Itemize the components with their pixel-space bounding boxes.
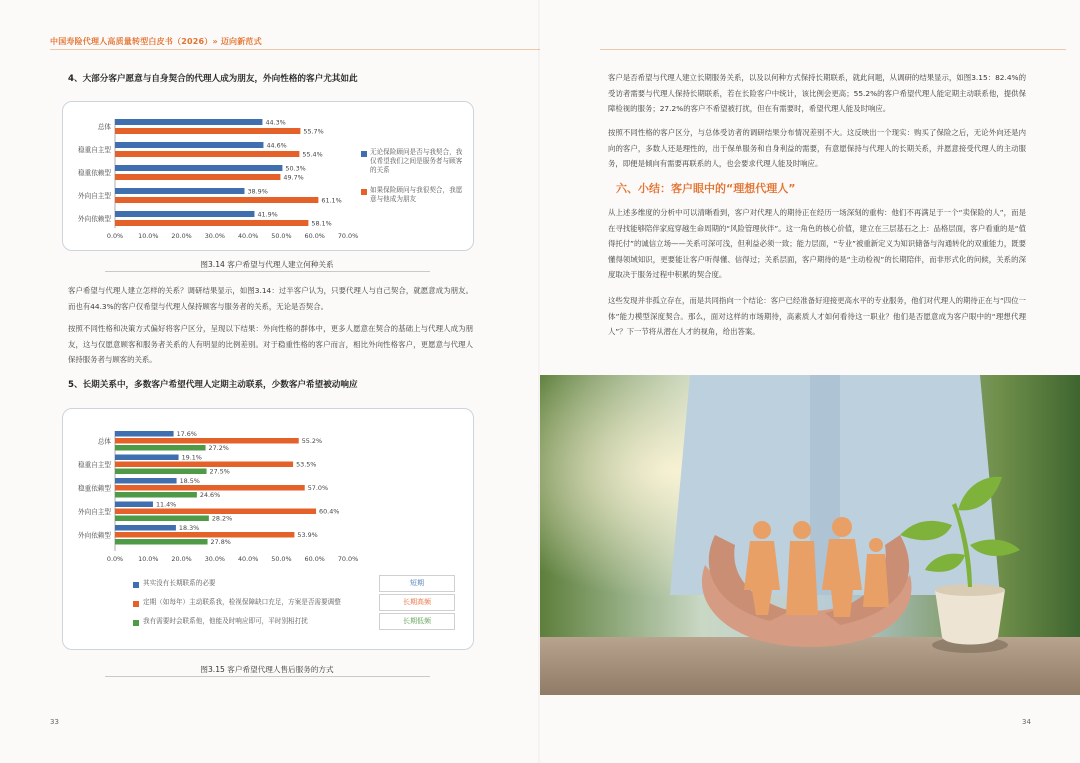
running-header: 中国寿险代理人高质量转型白皮书（2026）» 迈向新范式	[50, 37, 262, 46]
data-label: 27.8%	[210, 538, 231, 546]
x-tick-label: 30.0%	[204, 232, 226, 240]
bar	[115, 174, 280, 180]
data-label: 11.4%	[155, 500, 177, 509]
category-label: 外向自主型	[78, 507, 111, 516]
section-5-heading: 5、长期关系中，多数客户希望代理人定期主动联系，少数客户希望被动响应	[68, 380, 358, 390]
x-tick-label: 60.0%	[304, 232, 325, 240]
bar	[115, 485, 305, 491]
legend-swatch-high-freq	[133, 601, 139, 607]
category-label: 稳重自主型	[78, 146, 111, 154]
data-label: 53.5%	[296, 460, 317, 469]
bar	[115, 509, 316, 515]
category-label: 稳重依赖型	[78, 484, 111, 493]
right-page	[540, 0, 1080, 763]
data-label: 27.5%	[209, 467, 230, 476]
figure-caption-3-15: 图3.15 客户希望代理人售后服务的方式	[200, 665, 334, 674]
data-label: 41.9%	[257, 210, 278, 219]
bar	[115, 197, 318, 203]
x-tick-label: 0.0%	[106, 555, 124, 563]
data-label: 18.5%	[179, 477, 200, 485]
tag-short-term: 短期	[379, 575, 455, 592]
category-label: 总体	[97, 123, 111, 131]
x-tick-label: 40.0%	[237, 232, 259, 240]
caption-rule	[105, 271, 430, 272]
bar	[115, 128, 300, 134]
header-rule-right	[600, 49, 1066, 50]
page-number-left: 33	[50, 718, 59, 726]
paragraph-conclusion: 这些发现并非孤立存在，而是共同指向一个结论：客户已经准备好迎接更高水平的专业服务，他们对代理人的期待正在与“四位一体”能力模型深度契合。那么，面对这样的市场期待，高素质人才如何看待这一职业？他们是否愿意成为客户眼中的“理想代理人”？下一节将从潜在人才的视角，给出答案。	[608, 296, 1026, 336]
chart-3-15-frame	[62, 408, 474, 650]
bar	[115, 431, 174, 437]
data-label: 57.0%	[307, 484, 329, 492]
bar	[115, 142, 263, 148]
category-label: 稳重依赖型	[78, 169, 111, 177]
x-tick-label: 40.0%	[237, 555, 259, 563]
caption-rule	[105, 676, 430, 677]
bar	[115, 151, 299, 157]
legend-item-friend: 如果保险顾问与我很契合，我愿意与他成为朋友	[370, 186, 463, 203]
paragraph-relationship: 客户希望与代理人建立怎样的关系？调研结果显示，如图3.14：过半客户认为，只要代理人与自己契合，就愿意成为朋友。而也有44.3%的客户仅希望与代理人保持顾客与服务者的关系，无论是否契合。	[68, 286, 473, 311]
chart-3-15	[63, 419, 363, 579]
header-rule	[50, 49, 540, 50]
bar	[115, 211, 254, 217]
data-label: 49.7%	[283, 173, 304, 182]
legend-item-regular-contact: 定期（如每年）主动联系我，检视保障缺口充足，方案是否需要调整	[143, 598, 341, 606]
legend-swatch-short	[133, 582, 139, 588]
bar	[115, 165, 282, 171]
x-tick-label: 60.0%	[304, 555, 325, 563]
legend-item-client-relation: 无论保险顾问是否与我契合，我仅希望我们之间是服务者与顾客的关系	[370, 148, 463, 174]
bar	[115, 462, 293, 468]
bar	[115, 532, 294, 538]
data-label: 60.4%	[319, 507, 340, 516]
data-label: 58.1%	[311, 219, 332, 228]
bar	[115, 516, 209, 522]
legend-item-on-demand: 我有需要时会联系他，他能及时响应即可，平时别相打扰	[143, 617, 308, 625]
paragraph-long-term: 客户是否希望与代理人建立长期服务关系，以及以何种方式保持长期联系，就此问题，从调研的结果显示，如图3.15：82.4%的受访者需要与代理人保持长期联系，若在长险客户中统计，该比例会更高；55.2%的客户希望代理人能定期主动联系他，提供保障检视的服务；27.2%的客户不希望被打扰，但在有需要时，希望代理人能及时响应。	[608, 73, 1026, 113]
bar	[115, 525, 176, 531]
data-label: 28.2%	[211, 514, 233, 523]
data-label: 18.3%	[178, 524, 200, 532]
legend-swatch-blue	[361, 151, 367, 157]
bar	[115, 220, 308, 226]
bar	[115, 492, 197, 498]
data-label: 17.6%	[176, 430, 197, 438]
category-label: 外向依赖型	[78, 215, 111, 223]
legend-swatch-low-freq	[133, 620, 139, 626]
data-label: 55.4%	[302, 150, 323, 159]
data-label: 55.7%	[303, 127, 324, 136]
x-tick-label: 0.0%	[106, 232, 124, 240]
page-number-right: 34	[1022, 718, 1031, 726]
data-label: 50.3%	[285, 164, 306, 173]
bar	[115, 455, 179, 461]
chart-3-14	[63, 102, 363, 250]
bar	[115, 119, 262, 125]
paragraph-ideal-agent: 从上述多维度的分析中可以清晰看到，客户对代理人的期待正在经历一场深刻的重构：他们不再满足于一个“卖保险的人”，而是在寻找能够陪伴家庭穿越生命周期的“风险管理伙伴”。这一角色的核心价值，建立在三层基石之上：品格层面，客户看重的是“值得托付”的诚信立场——关系可深可浅，但利益必须一致；能力层面，“专业”被重新定义为知识储备与沟通转化的双重能力，既要懂得领域知识，更要能让客户听得懂、信得过；关系层面，客户期待的是“主动检视”的长期陪伴，而非形式化的问候，关系的深度取决于服务过程中积累的契合度。	[608, 208, 1026, 279]
bar	[115, 502, 153, 508]
legend-item-no-contact: 其实没有长期联系的必要	[143, 579, 216, 587]
legend-swatch-orange	[361, 189, 367, 195]
section-4-heading: 4、大部分客户愿意与自身契合的代理人成为朋友，外向性格的客户尤其如此	[68, 74, 358, 84]
bar	[115, 188, 244, 194]
bar	[115, 478, 177, 484]
bar	[115, 469, 207, 475]
tag-long-low: 长期低频	[379, 613, 455, 630]
category-label: 外向自主型	[78, 192, 111, 200]
chart-3-14-frame	[62, 101, 474, 251]
paragraph-personality-right: 按照不同性格的客户区分，与总体受访者的调研结果分布情况差别不大。这反映出一个现实：购买了保险之后，无论外向还是内向的客户，多数人还是理性的，出于保单服务和自身利益的需要，有意愿保持与代理人的长期关系，并愿意接受代理人的主动服务，即便是倾向有需要再联系的人，也会要求代理人能及时响应。	[608, 128, 1026, 168]
x-tick-label: 50.0%	[271, 555, 292, 563]
category-label: 稳重自主型	[78, 460, 111, 469]
data-label: 44.3%	[265, 118, 286, 127]
data-label: 55.2%	[301, 437, 323, 445]
paragraph-personality: 按照不同性格和决策方式偏好将客户区分，呈现以下结果：外向性格的群体中，更多人愿意在契合的基础上与代理人成为朋友，这与仅愿意顾客和服务者关系的人有明显的比例差别。对于稳重性格的客户而言，相比外向性格客户，更愿意与代理人保持服务者与顾客的关系。	[68, 324, 473, 364]
x-tick-label: 20.0%	[171, 232, 192, 240]
data-label: 44.6%	[266, 141, 287, 150]
data-label: 24.6%	[199, 491, 221, 499]
x-tick-label: 50.0%	[271, 232, 292, 240]
figure-caption-3-14: 图3.14 客户希望与代理人建立何种关系	[200, 260, 334, 269]
data-label: 19.1%	[181, 453, 202, 462]
bar	[115, 438, 299, 444]
x-tick-label: 10.0%	[138, 555, 159, 563]
data-label: 38.9%	[247, 187, 268, 196]
section-6-heading: 六、小结：客户眼中的“理想代理人”	[616, 182, 796, 195]
x-tick-label: 70.0%	[337, 232, 359, 240]
data-label: 61.1%	[321, 196, 342, 205]
x-tick-label: 10.0%	[138, 232, 159, 240]
tag-long-high: 长期高频	[379, 594, 455, 611]
x-tick-label: 30.0%	[204, 555, 226, 563]
category-label: 总体	[97, 437, 111, 446]
x-tick-label: 20.0%	[171, 555, 192, 563]
data-label: 53.9%	[297, 531, 318, 539]
category-label: 外向依赖型	[78, 531, 111, 540]
family-hands-photo	[540, 375, 1080, 695]
bar	[115, 539, 208, 545]
x-tick-label: 70.0%	[337, 555, 359, 563]
bar	[115, 445, 206, 451]
data-label: 27.2%	[208, 444, 229, 452]
